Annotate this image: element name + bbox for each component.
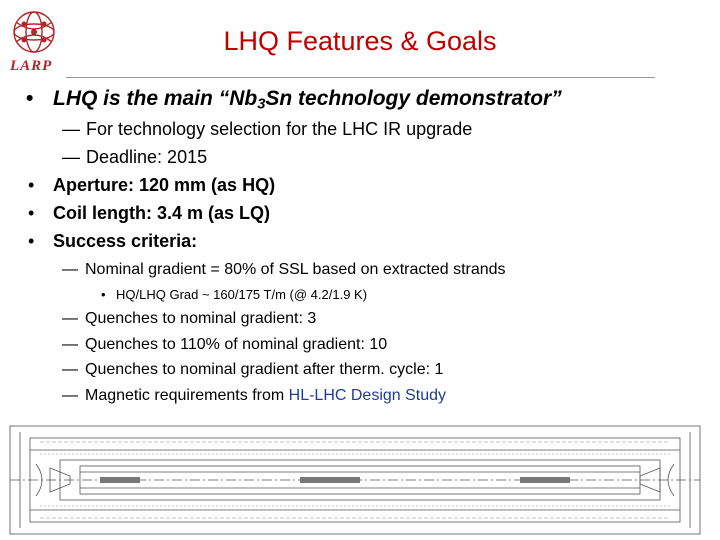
- dash-marker-5: —: [62, 336, 78, 353]
- hl-lhc-design-study-link[interactable]: HL-LHC Design Study: [288, 387, 447, 404]
- subitem-technology-selection: For technology selection for the LHC IR upgrade: [86, 119, 473, 139]
- bullet-1-subscript: 3: [257, 96, 266, 113]
- bullet-1-prefix: LHQ is the main “Nb: [53, 87, 258, 110]
- dash-marker-3: —: [62, 261, 78, 278]
- dash-marker-6: —: [62, 361, 78, 378]
- subitem-deadline: Deadline: 2015: [86, 147, 208, 167]
- sub-bullet-marker: •: [101, 287, 106, 302]
- logo-text: LARP: [10, 58, 53, 74]
- criterion-nominal-gradient: Nominal gradient = 80% of SSL based on extracted strands: [85, 261, 506, 278]
- magnetic-requirements-text: Magnetic requirements from: [85, 387, 289, 404]
- dash-marker-4: —: [62, 310, 78, 327]
- bullet-coil-length: Coil length: 3.4 m (as LQ): [53, 203, 271, 223]
- dash-marker-7: —: [62, 387, 78, 404]
- bullet-marker-4: •: [28, 231, 35, 251]
- bullet-1-suffix: Sn technology demonstrator”: [265, 87, 562, 110]
- criterion-magnetic-requirements: [85, 387, 446, 405]
- magnet-engineering-drawing: [0, 420, 720, 540]
- dash-marker-2: —: [62, 147, 80, 167]
- title-divider: [66, 77, 655, 78]
- bullet-main-demonstrator: [53, 87, 562, 113]
- bullet-success-criteria: Success criteria:: [53, 231, 198, 251]
- bullet-marker-1: •: [26, 87, 34, 110]
- bullet-marker-2: •: [28, 175, 35, 195]
- slide-title: LHQ Features & Goals: [223, 26, 497, 56]
- bullet-aperture: Aperture: 120 mm (as HQ): [53, 175, 276, 195]
- bullet-marker-3: •: [28, 203, 35, 223]
- criterion-quenches-110: Quenches to 110% of nominal gradient: 10: [85, 336, 388, 353]
- dash-marker-1: —: [62, 119, 80, 139]
- criterion-grad-values: HQ/LHQ Grad ~ 160/175 T/m (@ 4.2/1.9 K): [116, 287, 368, 302]
- criterion-quenches-nominal: Quenches to nominal gradient: 3: [85, 310, 317, 327]
- criterion-thermal-cycle: Quenches to nominal gradient after therm. cycle: 1: [85, 361, 444, 378]
